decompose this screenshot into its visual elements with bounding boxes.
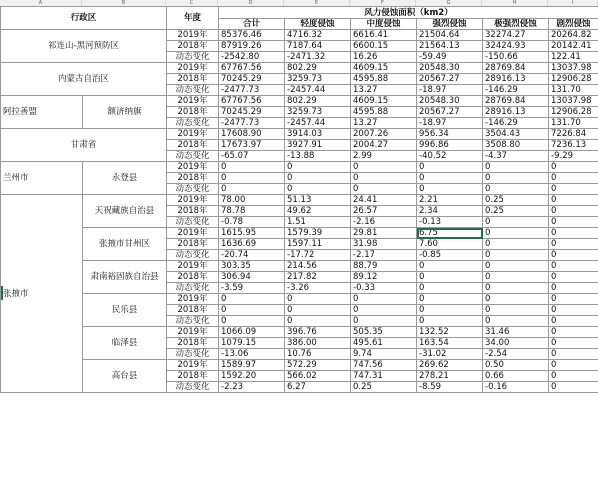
data-cell[interactable]: 6600.15 xyxy=(351,41,417,52)
data-cell[interactable]: 0 xyxy=(483,173,549,184)
year-label[interactable]: 2019年 xyxy=(167,96,219,107)
header-col-4[interactable]: 极强烈侵蚀 xyxy=(483,19,549,30)
data-cell[interactable]: 1589.97 xyxy=(219,360,285,371)
data-cell[interactable]: 13.27 xyxy=(351,118,417,129)
data-cell[interactable]: -0.85 xyxy=(417,250,483,261)
data-cell[interactable]: 0 xyxy=(549,272,598,283)
year-label[interactable]: 2018年 xyxy=(167,272,219,283)
data-cell[interactable]: 2007.26 xyxy=(351,129,417,140)
sub-region-name[interactable]: 临泽县 xyxy=(83,327,167,360)
year-label[interactable]: 2019年 xyxy=(167,63,219,74)
data-cell[interactable]: 217.82 xyxy=(285,272,351,283)
data-cell[interactable]: 2.99 xyxy=(351,151,417,162)
data-cell[interactable]: 28916.13 xyxy=(483,107,549,118)
data-cell[interactable]: 21504.64 xyxy=(417,30,483,41)
data-cell[interactable]: 87919.26 xyxy=(219,41,285,52)
data-cell[interactable]: 24.41 xyxy=(351,195,417,206)
table-row xyxy=(1,228,598,239)
column-letter-B[interactable]: B xyxy=(82,0,166,6)
year-label[interactable]: 动态变化 xyxy=(167,118,219,129)
table-row xyxy=(1,30,598,41)
year-label[interactable]: 2019年 xyxy=(167,30,219,41)
data-cell[interactable]: -40.52 xyxy=(417,151,483,162)
region-name[interactable]: 祁连山-黑河预防区 xyxy=(1,30,167,63)
year-label[interactable]: 2019年 xyxy=(167,261,219,272)
data-cell[interactable]: 7.60 xyxy=(417,239,483,250)
data-cell[interactable]: -13.06 xyxy=(219,349,285,360)
data-cell[interactable]: 0.25 xyxy=(483,195,549,206)
table-row xyxy=(1,327,598,338)
table-row xyxy=(1,294,598,305)
data-cell[interactable]: 12906.28 xyxy=(549,74,598,85)
data-cell[interactable]: 0 xyxy=(219,316,285,327)
data-cell[interactable]: 51.13 xyxy=(285,195,351,206)
data-cell[interactable]: -8.59 xyxy=(417,382,483,393)
column-letter-I[interactable]: I xyxy=(548,0,598,6)
data-cell[interactable]: 0 xyxy=(549,239,598,250)
data-cell[interactable]: 278.21 xyxy=(417,371,483,382)
sub-region-name[interactable]: 高台县 xyxy=(83,360,167,393)
data-cell[interactable]: 1636.69 xyxy=(219,239,285,250)
data-cell[interactable]: 747.56 xyxy=(351,360,417,371)
data-cell[interactable]: 7187.64 xyxy=(285,41,351,52)
data-cell[interactable]: 0 xyxy=(417,294,483,305)
sub-region-name[interactable]: 额济纳旗 xyxy=(83,96,167,129)
region-name[interactable]: 兰州市 xyxy=(1,162,83,195)
data-cell[interactable]: 17608.90 xyxy=(219,129,285,140)
data-cell[interactable]: 0 xyxy=(219,184,285,195)
data-cell[interactable]: 0 xyxy=(549,206,598,217)
data-cell[interactable]: 32424.93 xyxy=(483,41,549,52)
data-cell[interactable]: 0 xyxy=(417,173,483,184)
data-cell[interactable]: 214.56 xyxy=(285,261,351,272)
year-label[interactable]: 2018年 xyxy=(167,140,219,151)
data-cell[interactable]: 7236.13 xyxy=(549,140,598,151)
data-cell[interactable]: 0 xyxy=(549,162,598,173)
data-cell[interactable]: 0 xyxy=(549,294,598,305)
data-cell[interactable]: 0 xyxy=(549,283,598,294)
sub-region-name[interactable]: 永登县 xyxy=(83,162,167,195)
data-cell[interactable]: 0 xyxy=(219,305,285,316)
data-cell[interactable]: 0 xyxy=(483,305,549,316)
header-col-1[interactable]: 轻度侵蚀 xyxy=(285,19,351,30)
data-cell[interactable]: 70245.29 xyxy=(219,74,285,85)
data-cell[interactable]: 31.46 xyxy=(483,327,549,338)
data-cell[interactable]: 0 xyxy=(483,272,549,283)
sub-region-name[interactable]: 张掖市甘州区 xyxy=(83,228,167,261)
data-cell[interactable]: 0 xyxy=(549,349,598,360)
year-label[interactable]: 动态变化 xyxy=(167,349,219,360)
data-cell[interactable]: 495.61 xyxy=(351,338,417,349)
data-cell[interactable]: 78.00 xyxy=(219,195,285,206)
data-cell[interactable]: 0 xyxy=(351,184,417,195)
data-cell[interactable]: 20264.82 xyxy=(549,30,598,41)
data-cell[interactable]: 6616.41 xyxy=(351,30,417,41)
data-cell[interactable]: 78.78 xyxy=(219,206,285,217)
data-cell[interactable]: 1592.20 xyxy=(219,371,285,382)
data-cell[interactable]: 0 xyxy=(285,305,351,316)
data-cell[interactable]: 0 xyxy=(549,371,598,382)
data-cell[interactable]: -20.74 xyxy=(219,250,285,261)
data-cell[interactable]: -65.07 xyxy=(219,151,285,162)
year-label[interactable]: 动态变化 xyxy=(167,316,219,327)
header-region[interactable]: 行政区 xyxy=(1,7,167,30)
data-cell[interactable]: -18.97 xyxy=(417,85,483,96)
data-cell[interactable]: 6.27 xyxy=(285,382,351,393)
data-cell[interactable]: 0 xyxy=(285,316,351,327)
sub-region-name[interactable]: 民乐县 xyxy=(83,294,167,327)
data-cell[interactable]: 70245.29 xyxy=(219,107,285,118)
data-cell[interactable]: 131.70 xyxy=(549,85,598,96)
data-cell[interactable]: -2.23 xyxy=(219,382,285,393)
data-cell[interactable]: 7226.84 xyxy=(549,129,598,140)
data-cell[interactable]: 0 xyxy=(483,316,549,327)
data-cell[interactable]: 3508.80 xyxy=(483,140,549,151)
data-cell[interactable]: -4.37 xyxy=(483,151,549,162)
data-cell[interactable]: -2542.80 xyxy=(219,52,285,63)
data-cell[interactable]: -31.02 xyxy=(417,349,483,360)
data-cell[interactable]: 0 xyxy=(285,184,351,195)
data-cell[interactable]: 3259.73 xyxy=(285,107,351,118)
data-cell[interactable]: 0 xyxy=(549,327,598,338)
data-cell[interactable]: 1579.39 xyxy=(285,228,351,239)
year-label[interactable]: 2018年 xyxy=(167,305,219,316)
data-cell[interactable]: -13.88 xyxy=(285,151,351,162)
sub-region-name[interactable]: 天祝藏族自治县 xyxy=(83,195,167,228)
year-label[interactable]: 2019年 xyxy=(167,360,219,371)
data-cell[interactable]: 3259.73 xyxy=(285,74,351,85)
column-letter-A[interactable]: A xyxy=(0,0,82,6)
data-cell[interactable]: 0 xyxy=(483,294,549,305)
data-cell[interactable]: 566.02 xyxy=(285,371,351,382)
data-cell[interactable]: 0 xyxy=(483,283,549,294)
data-cell[interactable]: 505.35 xyxy=(351,327,417,338)
data-cell[interactable]: 28769.84 xyxy=(483,63,549,74)
year-label[interactable]: 动态变化 xyxy=(167,283,219,294)
data-cell[interactable]: 0 xyxy=(549,228,598,239)
data-cell[interactable]: 0 xyxy=(417,162,483,173)
data-cell[interactable]: 0 xyxy=(549,217,598,228)
data-cell[interactable]: -3.59 xyxy=(219,283,285,294)
year-label[interactable]: 动态变化 xyxy=(167,217,219,228)
data-cell[interactable]: 0 xyxy=(417,184,483,195)
year-label[interactable]: 2018年 xyxy=(167,74,219,85)
data-cell[interactable]: 956.34 xyxy=(417,129,483,140)
column-letter-C[interactable]: C xyxy=(166,0,218,6)
year-label[interactable]: 2019年 xyxy=(167,162,219,173)
year-label[interactable]: 2019年 xyxy=(167,195,219,206)
data-cell[interactable]: 0 xyxy=(417,261,483,272)
data-cell[interactable]: 31.98 xyxy=(351,239,417,250)
table-row xyxy=(1,96,598,107)
data-cell[interactable]: 0 xyxy=(483,184,549,195)
data-cell[interactable]: 132.52 xyxy=(417,327,483,338)
data-cell[interactable]: 20548.30 xyxy=(417,96,483,107)
data-cell[interactable]: 572.29 xyxy=(285,360,351,371)
table-row xyxy=(1,162,598,173)
data-cell[interactable]: 0.66 xyxy=(483,371,549,382)
region-name[interactable]: 甘肃省 xyxy=(1,129,167,162)
data-cell[interactable]: 1.51 xyxy=(285,217,351,228)
data-cell[interactable]: 0 xyxy=(549,195,598,206)
data-cell[interactable]: -59.49 xyxy=(417,52,483,63)
year-label[interactable]: 动态变化 xyxy=(167,52,219,63)
data-cell[interactable]: 0 xyxy=(549,173,598,184)
data-cell[interactable]: 0 xyxy=(549,261,598,272)
data-cell[interactable]: 3927.91 xyxy=(285,140,351,151)
data-cell[interactable]: 6.75 xyxy=(417,228,483,239)
data-cell[interactable]: 303.35 xyxy=(219,261,285,272)
data-cell[interactable]: 17673.97 xyxy=(219,140,285,151)
year-label[interactable]: 2018年 xyxy=(167,239,219,250)
table-row xyxy=(1,129,598,140)
data-cell[interactable]: 0 xyxy=(483,228,549,239)
data-cell[interactable]: 0 xyxy=(483,261,549,272)
column-letter-E[interactable]: E xyxy=(284,0,350,6)
year-label[interactable]: 2018年 xyxy=(167,173,219,184)
data-cell[interactable]: 0 xyxy=(219,162,285,173)
data-cell[interactable]: -17.72 xyxy=(285,250,351,261)
data-cell[interactable]: 13.27 xyxy=(351,85,417,96)
data-cell[interactable]: 4609.15 xyxy=(351,63,417,74)
data-cell[interactable]: 122.41 xyxy=(549,52,598,63)
data-cell[interactable]: 29.81 xyxy=(351,228,417,239)
data-cell[interactable]: 1079.15 xyxy=(219,338,285,349)
data-cell[interactable]: 28769.84 xyxy=(483,96,549,107)
data-cell[interactable]: 0 xyxy=(483,250,549,261)
data-cell[interactable]: 0 xyxy=(351,173,417,184)
data-cell[interactable]: 0 xyxy=(351,294,417,305)
data-cell[interactable]: -2471.32 xyxy=(285,52,351,63)
data-cell[interactable]: 131.70 xyxy=(549,118,598,129)
data-cell[interactable]: 1066.09 xyxy=(219,327,285,338)
data-cell[interactable]: 0 xyxy=(285,173,351,184)
year-label[interactable]: 2018年 xyxy=(167,338,219,349)
data-cell[interactable]: 306.94 xyxy=(219,272,285,283)
data-cell[interactable]: -2.17 xyxy=(351,250,417,261)
data-cell[interactable]: 9.74 xyxy=(351,349,417,360)
column-letter-F[interactable]: F xyxy=(350,0,416,6)
year-label[interactable]: 2018年 xyxy=(167,206,219,217)
data-cell[interactable]: 0 xyxy=(483,217,549,228)
data-cell[interactable]: -2477.73 xyxy=(219,118,285,129)
column-letter-D[interactable]: D xyxy=(218,0,284,6)
data-cell[interactable]: 2004.27 xyxy=(351,140,417,151)
data-cell[interactable]: -146.29 xyxy=(483,118,549,129)
data-cell[interactable]: 10.76 xyxy=(285,349,351,360)
data-cell[interactable]: 28916.13 xyxy=(483,74,549,85)
data-cell[interactable]: 0 xyxy=(549,316,598,327)
data-cell[interactable]: -9.29 xyxy=(549,151,598,162)
header-col-5[interactable]: 剧烈侵蚀 xyxy=(549,19,598,30)
header-col-0[interactable]: 合计 xyxy=(219,19,285,30)
data-cell[interactable]: -2.54 xyxy=(483,349,549,360)
header-col-2[interactable]: 中度侵蚀 xyxy=(351,19,417,30)
data-cell[interactable]: 67767.56 xyxy=(219,96,285,107)
header-col-3[interactable]: 强烈侵蚀 xyxy=(417,19,483,30)
data-cell[interactable]: -146.29 xyxy=(483,85,549,96)
year-label[interactable]: 动态变化 xyxy=(167,184,219,195)
data-cell[interactable]: 396.76 xyxy=(285,327,351,338)
data-cell[interactable]: 49.62 xyxy=(285,206,351,217)
data-cell[interactable]: 0 xyxy=(351,162,417,173)
data-cell[interactable]: 0 xyxy=(483,162,549,173)
data-cell[interactable]: 67767.56 xyxy=(219,63,285,74)
data-cell[interactable]: 89.12 xyxy=(351,272,417,283)
data-cell[interactable]: 13037.98 xyxy=(549,63,598,74)
year-label[interactable]: 2019年 xyxy=(167,294,219,305)
data-cell[interactable]: 20548.30 xyxy=(417,63,483,74)
data-cell[interactable]: 4595.88 xyxy=(351,107,417,118)
data-cell[interactable]: 0 xyxy=(417,305,483,316)
data-cell[interactable]: 88.79 xyxy=(351,261,417,272)
data-cell[interactable]: 32274.27 xyxy=(483,30,549,41)
data-cell[interactable]: 3504.43 xyxy=(483,129,549,140)
data-cell[interactable]: 0 xyxy=(219,294,285,305)
data-cell[interactable]: 2.21 xyxy=(417,195,483,206)
region-name[interactable]: 内蒙古自治区 xyxy=(1,63,167,96)
year-label[interactable]: 动态变化 xyxy=(167,85,219,96)
year-label[interactable]: 2019年 xyxy=(167,129,219,140)
data-cell[interactable]: 802.29 xyxy=(285,63,351,74)
data-cell[interactable]: 0 xyxy=(351,305,417,316)
data-cell[interactable]: 0 xyxy=(549,382,598,393)
data-cell[interactable]: 0 xyxy=(351,316,417,327)
year-label[interactable]: 2018年 xyxy=(167,107,219,118)
data-cell[interactable]: 20142.41 xyxy=(549,41,598,52)
data-cell[interactable]: -0.33 xyxy=(351,283,417,294)
data-cell[interactable]: -0.16 xyxy=(483,382,549,393)
data-cell[interactable]: 0 xyxy=(285,162,351,173)
header-group[interactable]: 风力侵蚀面积（km2） xyxy=(219,7,598,19)
data-cell[interactable]: 1615.95 xyxy=(219,228,285,239)
data-cell[interactable]: 0 xyxy=(549,338,598,349)
table-row xyxy=(1,63,598,74)
year-label[interactable]: 2019年 xyxy=(167,327,219,338)
data-cell[interactable]: 0 xyxy=(549,360,598,371)
data-cell[interactable]: 0 xyxy=(549,184,598,195)
data-cell[interactable]: 34.00 xyxy=(483,338,549,349)
data-cell[interactable]: 386.00 xyxy=(285,338,351,349)
year-label[interactable]: 2019年 xyxy=(167,228,219,239)
table-row xyxy=(1,195,598,206)
year-label[interactable]: 动态变化 xyxy=(167,382,219,393)
data-cell[interactable]: -18.97 xyxy=(417,118,483,129)
spreadsheet-grid[interactable] xyxy=(0,6,598,393)
region-name[interactable]: 张掖市 xyxy=(1,195,83,393)
column-letter-H[interactable]: H xyxy=(482,0,548,6)
data-cell[interactable]: 4595.88 xyxy=(351,74,417,85)
data-cell[interactable]: -3.26 xyxy=(285,283,351,294)
data-cell[interactable]: 2.34 xyxy=(417,206,483,217)
data-cell[interactable]: 0.50 xyxy=(483,360,549,371)
data-cell[interactable]: 26.57 xyxy=(351,206,417,217)
data-cell[interactable]: -2457.44 xyxy=(285,85,351,96)
data-cell[interactable]: 0.25 xyxy=(483,206,549,217)
data-cell[interactable]: 802.29 xyxy=(285,96,351,107)
data-cell[interactable]: 3914.03 xyxy=(285,129,351,140)
data-cell[interactable]: -2457.44 xyxy=(285,118,351,129)
data-cell[interactable]: -2477.73 xyxy=(219,85,285,96)
data-cell[interactable]: 21564.13 xyxy=(417,41,483,52)
year-label[interactable]: 2018年 xyxy=(167,41,219,52)
data-cell[interactable]: -2.16 xyxy=(351,217,417,228)
data-cell[interactable]: 269.62 xyxy=(417,360,483,371)
year-label[interactable]: 动态变化 xyxy=(167,250,219,261)
data-cell[interactable]: 12906.28 xyxy=(549,107,598,118)
data-cell[interactable]: 0 xyxy=(417,316,483,327)
data-cell[interactable]: 1597.11 xyxy=(285,239,351,250)
year-label[interactable]: 动态变化 xyxy=(167,151,219,162)
data-cell[interactable]: 0 xyxy=(417,272,483,283)
data-cell[interactable]: 4716.32 xyxy=(285,30,351,41)
data-cell[interactable]: 20567.27 xyxy=(417,107,483,118)
data-cell[interactable]: -150.66 xyxy=(483,52,549,63)
data-cell[interactable]: 13037.98 xyxy=(549,96,598,107)
data-cell[interactable]: 0 xyxy=(483,239,549,250)
column-letter-G[interactable]: G xyxy=(416,0,482,6)
data-cell[interactable]: 996.86 xyxy=(417,140,483,151)
data-cell[interactable]: 0 xyxy=(219,173,285,184)
table-row xyxy=(1,360,598,371)
data-cell[interactable]: 163.54 xyxy=(417,338,483,349)
sub-region-name[interactable]: 肃南裕固族自治县 xyxy=(83,261,167,294)
table-row xyxy=(1,261,598,272)
data-cell[interactable]: 0 xyxy=(417,283,483,294)
data-cell[interactable]: -0.13 xyxy=(417,217,483,228)
data-cell[interactable]: 0 xyxy=(285,294,351,305)
data-cell[interactable]: 0 xyxy=(549,305,598,316)
region-name[interactable]: 阿拉善盟 xyxy=(1,96,83,129)
header-year[interactable]: 年度 xyxy=(167,7,219,30)
data-cell[interactable]: 85376.46 xyxy=(219,30,285,41)
data-cell[interactable]: 4609.15 xyxy=(351,96,417,107)
data-cell[interactable]: 0 xyxy=(549,250,598,261)
data-cell[interactable]: 747.31 xyxy=(351,371,417,382)
data-cell[interactable]: 20567.27 xyxy=(417,74,483,85)
data-cell[interactable]: -0.78 xyxy=(219,217,285,228)
data-cell[interactable]: 16.26 xyxy=(351,52,417,63)
data-cell[interactable]: 0.25 xyxy=(351,382,417,393)
year-label[interactable]: 2018年 xyxy=(167,371,219,382)
